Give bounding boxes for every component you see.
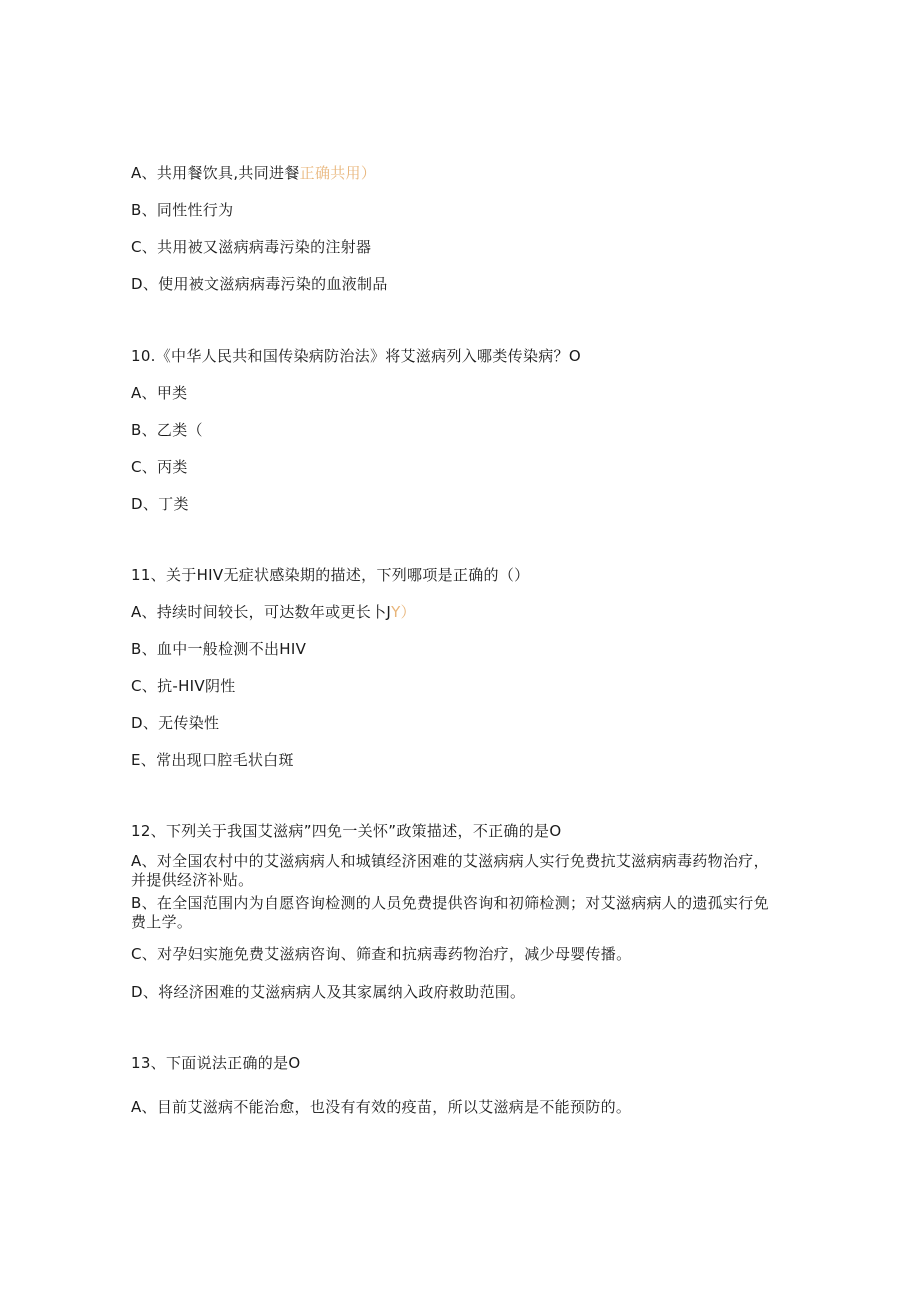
q12-option-a: A、对全国农村中的艾滋病病人和城镇经济困难的艾滋病病人实行免费抗艾滋病病毒药物治疗，并提供经济补贴。 (131, 852, 769, 889)
q10-option-b: B、乙类（ (131, 421, 203, 439)
q12-question: 12、下列关于我国艾滋病”四免一关怀”政策描述，不正确的是O (131, 822, 562, 840)
q11-option-a (131, 602, 416, 622)
q9-option-a-note: 正确共用） (299, 164, 377, 182)
q9-option-b: B、同性性行为 (131, 201, 234, 219)
q9-option-d: D、使用被文滋病病毒污染的血液制品 (131, 275, 388, 293)
q13-question: 13、下面说法正确的是O (131, 1054, 301, 1072)
q11-option-a-note: Y） (391, 603, 416, 621)
q10-option-c: C、丙类 (131, 458, 188, 476)
q13-option-a: A、目前艾滋病不能治愈，也没有有效的疫苗，所以艾滋病是不能预防的。 (131, 1098, 632, 1116)
q12-option-c: C、对孕妇实施免费艾滋病咨询、筛查和抗病毒药物治疗，减少母婴传播。 (131, 945, 632, 963)
q9-option-a (131, 163, 376, 183)
q10-question: 10.《中华人民共和国传染病防治法》将艾滋病列入哪类传染病？O (131, 347, 581, 365)
q10-option-a: A、甲类 (131, 384, 188, 402)
q11-option-b: B、血中一般检测不出HIV (131, 640, 307, 658)
q11-option-e: E、常出现口腔毛状白斑 (131, 751, 294, 769)
q11-option-d: D、无传染性 (131, 714, 220, 732)
q12-option-d: D、将经济困难的艾滋病病人及其家属纳入政府救助范围。 (131, 983, 526, 1001)
q9-option-c: C、共用被又滋病病毒污染的注射器 (131, 238, 372, 256)
q12-option-b: B、在全国范围内为自愿咨询检测的人员免费提供咨询和初筛检测；对艾滋病病人的遗孤实行免费上学。 (131, 894, 769, 931)
q11-option-a-text: A、持续时间较长，可达数年或更长卜J (131, 603, 392, 621)
q11-option-c: C、抗-HIV阴性 (131, 677, 236, 695)
q10-option-d: D、丁类 (131, 495, 189, 513)
q11-question: 11、关于HIV无症状感染期的描述，下列哪项是正确的（） (131, 566, 530, 584)
q9-option-a-text: A、共用餐饮具,共同进餐 (131, 164, 300, 182)
